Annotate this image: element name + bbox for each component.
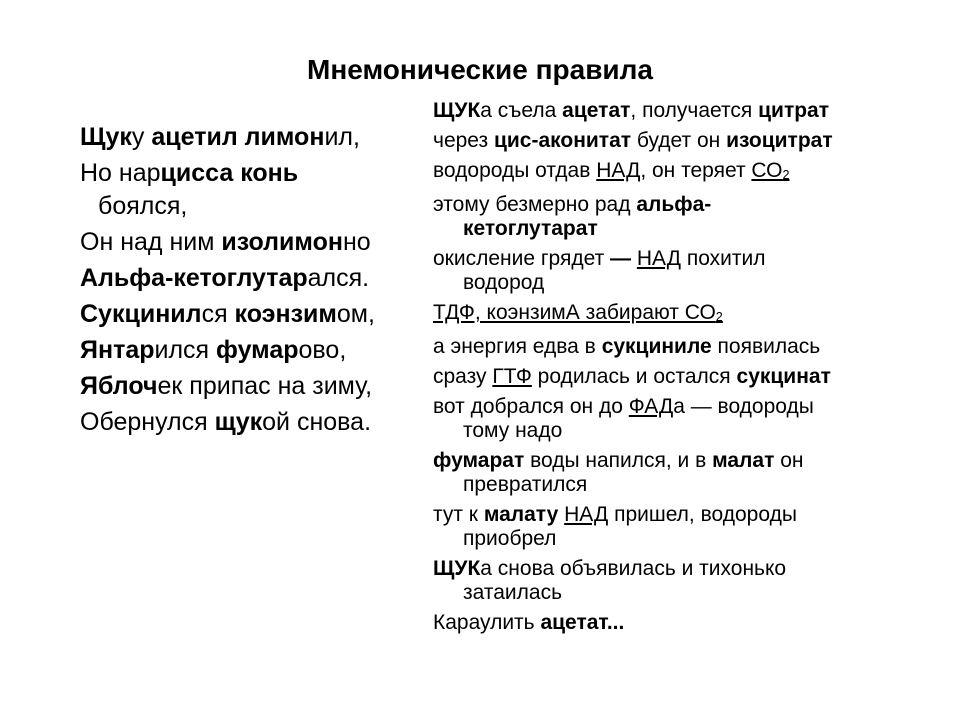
rhyme-line: ТДФ, коэнзимА забирают $СО_2$ [433, 301, 723, 324]
rhyme-line: фумарат воды напился, и в малат он превратился [433, 449, 804, 496]
rhyme-line: Караулить ацетат... [433, 611, 625, 634]
rhyme-line: тут к малату НАД пришел, водороды приобрел [433, 503, 797, 550]
krebs-cycle-rhyme [433, 99, 953, 641]
rhyme-line: а энергия едва в сукциниле появилась [433, 335, 821, 358]
rhyme-line: вот добрался он до ФАДа — водороды тому надо [433, 395, 814, 442]
krebs-cycle-poem [80, 121, 425, 442]
rhyme-line: ЩУКа съела ацетат, получается цитрат [433, 99, 830, 122]
poem-line: Обернулся щукой снова. [80, 408, 372, 436]
rhyme-line: водороды отдав НАД, он теряет $СО_2$ [433, 159, 790, 182]
rhyme-line: окисление грядет — НАД похитил водород [433, 247, 766, 294]
rhyme-line: этому безмерно рад альфа- кетоглутарат [433, 193, 712, 240]
poem-line: Он над ним изолимонно [80, 228, 371, 256]
poem-line: Яблочек припас на зиму, [80, 372, 373, 400]
rhyme-line: сразу ГТФ родилась и остался сукцинат [433, 365, 831, 388]
page-title: Мнемонические правила [307, 54, 653, 85]
poem-line: Щуку ацетил лимонил, [80, 123, 360, 151]
rhyme-line: ЩУКа снова объявилась и тихонько затаилась [433, 557, 787, 604]
rhyme-line: через цис-аконитат будет он изоцитрат [433, 129, 833, 152]
poem-line: Альфа-кетоглутарался. [80, 264, 370, 292]
poem-line: Но нарцисса конь боялся, [80, 159, 299, 220]
poem-line: Янтарился фумарово, [80, 336, 347, 364]
poem-line: Сукцинился коэнзимом, [80, 300, 375, 328]
